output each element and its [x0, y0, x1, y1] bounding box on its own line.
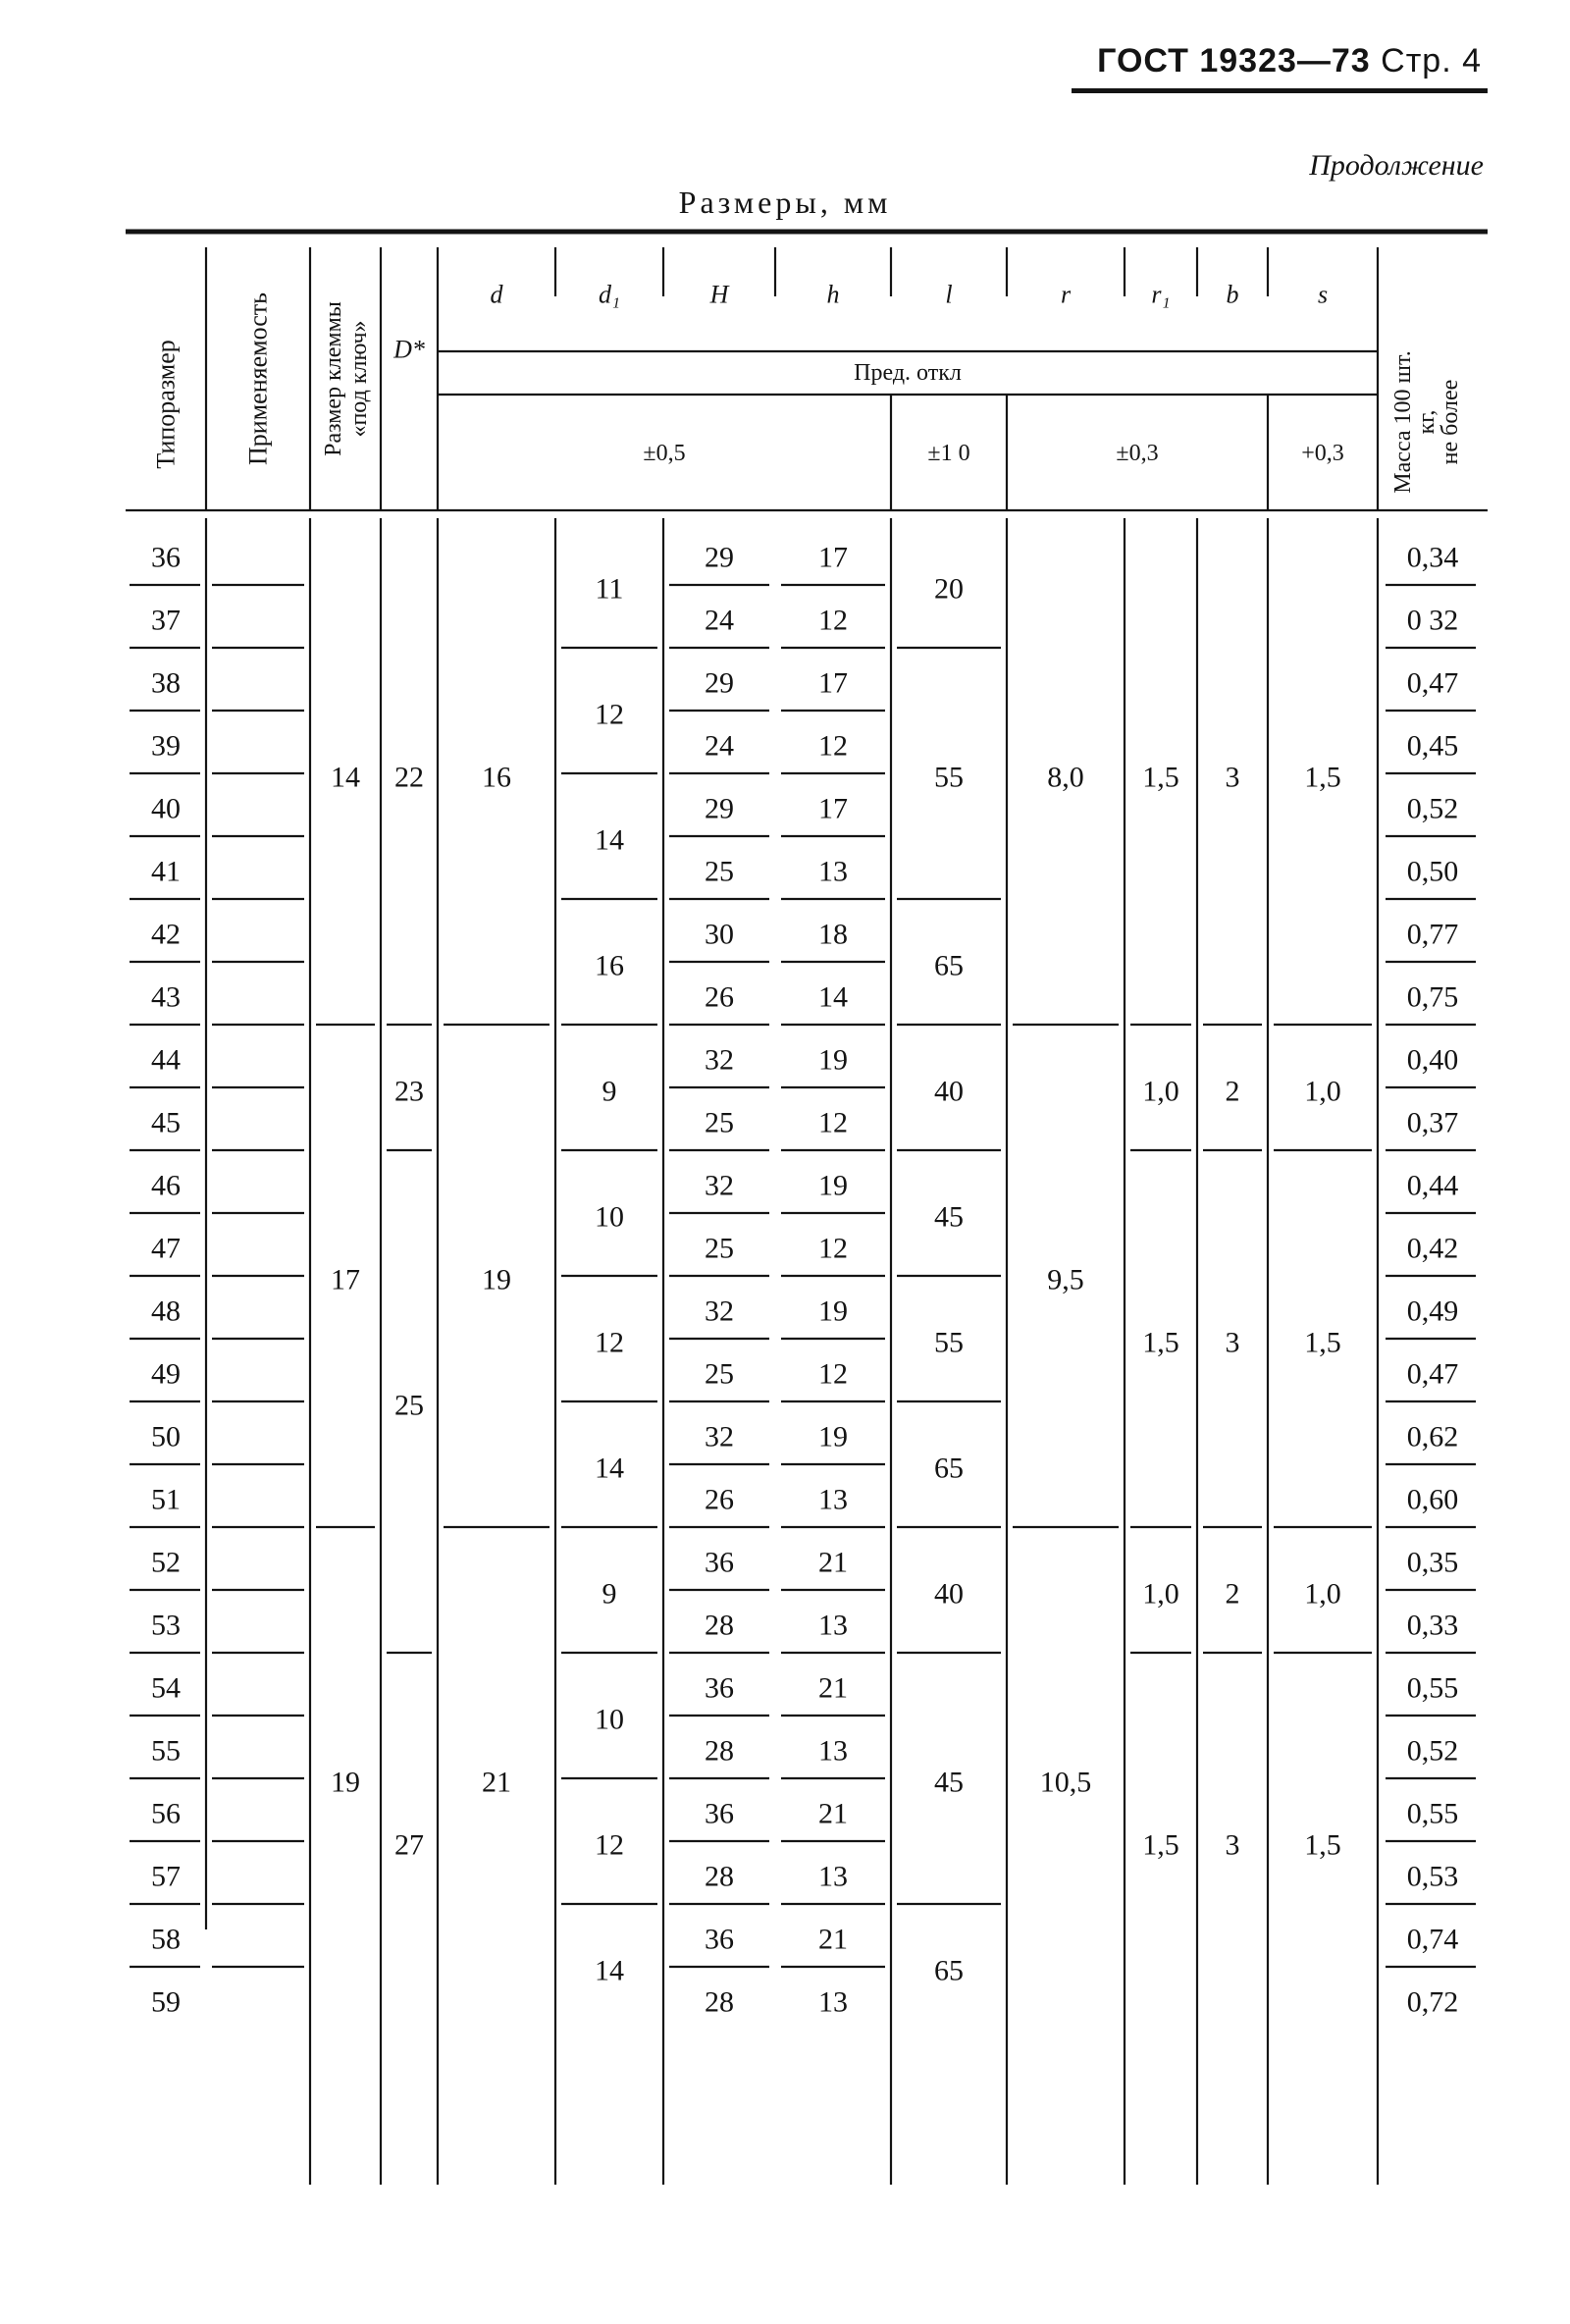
table-caption: Размеры, мм [678, 185, 892, 220]
mass-value: 0,40 [1406, 1043, 1459, 1077]
typesize-value: 48 [151, 1294, 181, 1328]
typesize-value: 53 [151, 1609, 181, 1642]
b-value: 3 [1225, 1326, 1240, 1359]
r-value: 10,5 [1039, 1766, 1092, 1799]
d-value: 16 [482, 761, 511, 794]
h-value: 12 [818, 1106, 848, 1139]
header-mass: Масса 100 шт. [1390, 350, 1416, 494]
d1-value: 10 [595, 1703, 624, 1736]
H-value: 25 [705, 855, 734, 888]
l-value: 45 [934, 1766, 964, 1799]
typesize-value: 49 [151, 1357, 181, 1391]
h-value: 21 [818, 1546, 848, 1579]
mass-value: 0,62 [1406, 1420, 1459, 1453]
header-mass-3: не более [1438, 379, 1463, 465]
standard-number: ГОСТ 19323—73 [1097, 42, 1371, 79]
r1-value: 1,5 [1142, 1828, 1179, 1862]
tolerance-d-to-h: ±0,5 [643, 441, 686, 466]
mass-value: 0,42 [1406, 1232, 1459, 1265]
typesize-value: 36 [151, 541, 181, 574]
h-value: 19 [818, 1420, 848, 1453]
header-r: r [1060, 280, 1072, 309]
header-rule [1072, 88, 1488, 93]
d1-value: 9 [602, 1577, 617, 1611]
typesize-value: 55 [151, 1734, 181, 1768]
H-value: 36 [705, 1671, 734, 1705]
mass-value: 0,52 [1406, 1734, 1459, 1768]
typesize-value: 51 [151, 1483, 181, 1516]
mass-value: 0,60 [1406, 1483, 1459, 1516]
mass-value: 0,55 [1406, 1671, 1459, 1705]
wrench-value: 19 [331, 1766, 360, 1799]
h-value: 12 [818, 1357, 848, 1391]
header-H: H [709, 280, 729, 309]
d1-value: 10 [595, 1200, 624, 1234]
h-value: 12 [818, 604, 848, 637]
h-value: 13 [818, 1483, 848, 1516]
typesize-value: 40 [151, 792, 181, 825]
d1-value: 14 [595, 1452, 624, 1485]
l-value: 40 [934, 1075, 964, 1108]
d1-value: 16 [595, 949, 624, 982]
wrench-value: 14 [331, 761, 360, 794]
H-value: 32 [705, 1420, 734, 1453]
h-value: 17 [818, 666, 848, 700]
l-value: 65 [934, 949, 964, 982]
s-value: 1,5 [1304, 761, 1341, 794]
dimensions-table [126, 232, 1488, 2194]
typesize-value: 38 [151, 666, 181, 700]
header-s: s [1317, 280, 1329, 309]
H-value: 30 [705, 918, 734, 951]
r1-value: 1,5 [1142, 761, 1179, 794]
H-value: 29 [705, 792, 734, 825]
d-value: 21 [482, 1766, 511, 1799]
r1-value: 1,5 [1142, 1326, 1179, 1359]
d1-value: 14 [595, 823, 624, 857]
H-value: 25 [705, 1106, 734, 1139]
s-value: 1,5 [1304, 1828, 1341, 1862]
typesize-value: 54 [151, 1671, 181, 1705]
H-value: 36 [705, 1797, 734, 1830]
l-value: 20 [934, 572, 964, 606]
d1-value: 12 [595, 1326, 624, 1359]
mass-value: 0,72 [1406, 1985, 1459, 2019]
r1-value: 1,0 [1142, 1577, 1179, 1611]
header-wrench-size-2: «под ключ» [346, 320, 372, 438]
mass-value: 0,77 [1406, 918, 1459, 951]
h-value: 13 [818, 1985, 848, 2019]
typesize-value: 59 [151, 1985, 181, 2019]
header-wrench-size: Размер клеммы [321, 301, 346, 456]
h-value: 21 [818, 1923, 848, 1956]
typesize-value: 43 [151, 980, 181, 1014]
h-value: 12 [818, 1232, 848, 1265]
typesize-value: 37 [151, 604, 181, 637]
mass-value: 0,53 [1406, 1860, 1459, 1893]
l-value: 65 [934, 1452, 964, 1485]
h-value: 12 [818, 729, 848, 763]
D-value: 27 [394, 1828, 424, 1862]
l-value: 40 [934, 1577, 964, 1611]
mass-value: 0,47 [1406, 666, 1459, 700]
tolerance-s: +0,3 [1301, 441, 1344, 466]
H-value: 28 [705, 1734, 734, 1768]
typesize-value: 52 [151, 1546, 181, 1579]
header-typesize: Типоразмер [151, 340, 181, 469]
mass-value: 0,45 [1406, 729, 1459, 763]
h-value: 19 [818, 1043, 848, 1077]
typesize-value: 42 [151, 918, 181, 951]
typesize-value: 47 [151, 1232, 181, 1265]
H-value: 24 [705, 729, 734, 763]
header-D: D* [393, 335, 425, 364]
mass-value: 0,50 [1406, 855, 1459, 888]
H-value: 29 [705, 666, 734, 700]
header-r1: r₁ [1151, 280, 1171, 309]
h-value: 17 [818, 541, 848, 574]
h-value: 18 [818, 918, 848, 951]
b-value: 2 [1225, 1577, 1240, 1611]
r-value: 9,5 [1047, 1263, 1084, 1296]
page-number: Стр. 4 [1381, 42, 1482, 79]
mass-value: 0,35 [1406, 1546, 1459, 1579]
H-value: 28 [705, 1609, 734, 1642]
typesize-value: 44 [151, 1043, 181, 1077]
b-value: 3 [1225, 1828, 1240, 1862]
l-value: 55 [934, 1326, 964, 1359]
r1-value: 1,0 [1142, 1075, 1179, 1108]
h-value: 14 [818, 980, 848, 1014]
mass-value: 0,44 [1406, 1169, 1459, 1202]
header-applicability: Применяемость [243, 292, 273, 465]
H-value: 36 [705, 1546, 734, 1579]
H-value: 32 [705, 1043, 734, 1077]
header-d1: d₁ [598, 280, 621, 309]
D-value: 23 [394, 1075, 424, 1108]
h-value: 13 [818, 1734, 848, 1768]
H-value: 24 [705, 604, 734, 637]
typesize-value: 41 [151, 855, 181, 888]
wrench-value: 17 [331, 1263, 360, 1296]
d1-value: 11 [595, 572, 624, 606]
h-value: 21 [818, 1797, 848, 1830]
h-value: 13 [818, 1609, 848, 1642]
typesize-value: 45 [151, 1106, 181, 1139]
d1-value: 12 [595, 698, 624, 731]
D-value: 22 [394, 761, 424, 794]
b-value: 3 [1225, 761, 1240, 794]
h-value: 13 [818, 855, 848, 888]
mass-value: 0,47 [1406, 1357, 1459, 1391]
header-h: h [826, 280, 840, 309]
d1-value: 9 [602, 1075, 617, 1108]
h-value: 19 [818, 1169, 848, 1202]
header-d: d [490, 280, 503, 309]
s-value: 1,0 [1304, 1075, 1341, 1108]
h-value: 13 [818, 1860, 848, 1893]
D-value: 25 [394, 1389, 424, 1422]
mass-value: 0,49 [1406, 1294, 1459, 1328]
H-value: 32 [705, 1169, 734, 1202]
l-value: 65 [934, 1954, 964, 1987]
H-value: 28 [705, 1860, 734, 1893]
H-value: 28 [705, 1985, 734, 2019]
tolerance-r-to-b: ±0,3 [1116, 441, 1159, 466]
typesize-value: 57 [151, 1860, 181, 1893]
mass-value: 0,33 [1406, 1609, 1459, 1642]
H-value: 25 [705, 1232, 734, 1265]
h-value: 19 [818, 1294, 848, 1328]
tolerance-l: ±1 0 [927, 441, 970, 466]
mass-value: 0 32 [1406, 604, 1459, 637]
typesize-value: 46 [151, 1169, 181, 1202]
h-value: 21 [818, 1671, 848, 1705]
b-value: 2 [1225, 1075, 1240, 1108]
s-value: 1,5 [1304, 1326, 1341, 1359]
H-value: 32 [705, 1294, 734, 1328]
mass-value: 0,37 [1406, 1106, 1459, 1139]
typesize-value: 39 [151, 729, 181, 763]
H-value: 36 [705, 1923, 734, 1956]
h-value: 17 [818, 792, 848, 825]
H-value: 26 [705, 980, 734, 1014]
header-mass-2: кг, [1414, 409, 1439, 435]
d1-value: 14 [595, 1954, 624, 1987]
H-value: 29 [705, 541, 734, 574]
header-b: b [1226, 280, 1239, 309]
document-header [1070, 37, 1482, 84]
mass-value: 0,52 [1406, 792, 1459, 825]
typesize-value: 56 [151, 1797, 181, 1830]
d-value: 19 [482, 1263, 511, 1296]
continuation-label: Продолжение [1309, 149, 1484, 182]
mass-value: 0,34 [1406, 541, 1459, 574]
typesize-value: 50 [151, 1420, 181, 1453]
mass-value: 0,55 [1406, 1797, 1459, 1830]
mass-value: 0,74 [1406, 1923, 1459, 1956]
mass-value: 0,75 [1406, 980, 1459, 1014]
d1-value: 12 [595, 1828, 624, 1862]
s-value: 1,0 [1304, 1577, 1341, 1611]
r-value: 8,0 [1047, 761, 1084, 794]
typesize-value: 58 [151, 1923, 181, 1956]
H-value: 26 [705, 1483, 734, 1516]
H-value: 25 [705, 1357, 734, 1391]
l-value: 55 [934, 761, 964, 794]
header-tolerance-group: Пред. откл [854, 360, 962, 386]
l-value: 45 [934, 1200, 964, 1234]
header-l: l [945, 280, 953, 309]
